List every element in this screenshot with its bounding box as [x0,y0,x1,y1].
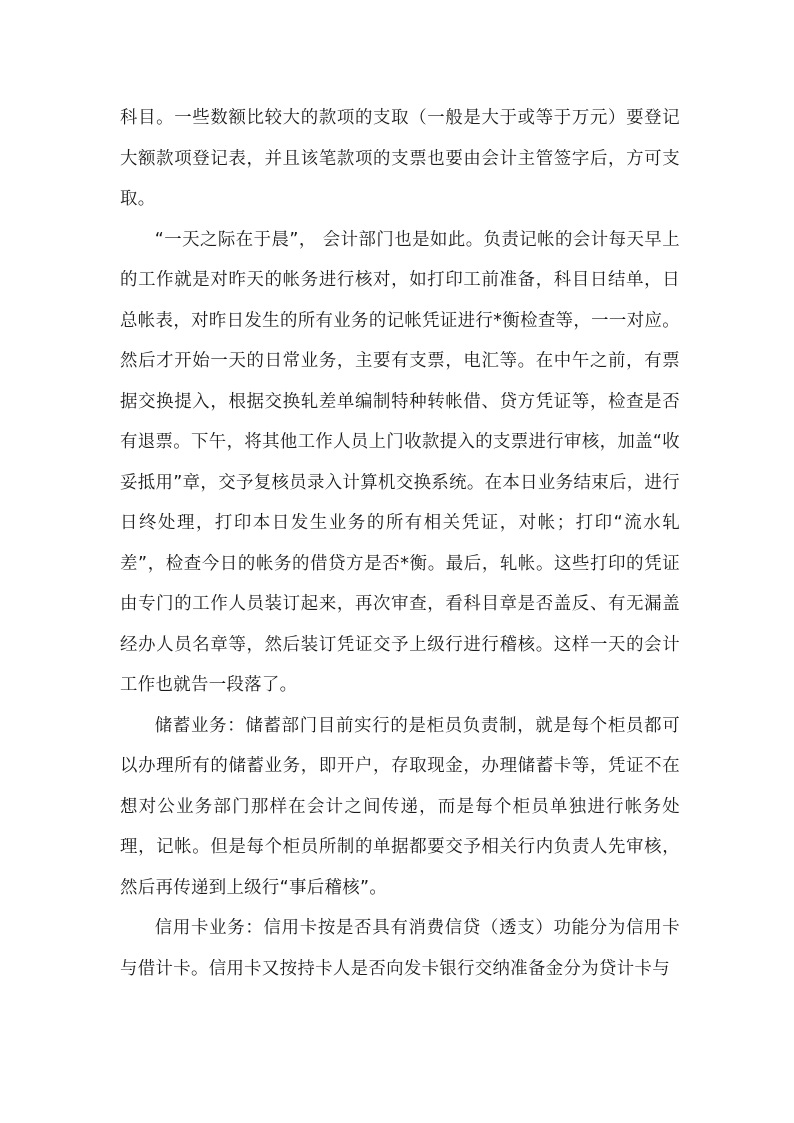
paragraph-accounting-daily-work: “一天之际在于晨”， 会计部门也是如此。负责记帐的会计每天早上的工作就是对昨天的帐务进行核对，如打印工前准备，科目日结单，日总帐表，对昨日发生的所有业务的记帐凭证进行*衡检查等，一一对应。然后才开始一天的日常业务，主要有支票，电汇等。在中午之前，有票据交换提入，根据交换轧差单编制特种转帐借、贷方凭证等，检查是否有退票。下午，将其他工作人员上门收款提入的支票进行审核，加盖“收妥抵用”章，交予复核员录入计算机交换系统。在本日业务结束后，进行日终处理，打印本日发生业务的所有相关凭证，对帐；打印“流水轧差”，检查今日的帐务的借贷方是否*衡。最后，轧帐。这些打印的凭证由专门的工作人员装订起来，再次审查，看科目章是否盖反、有无漏盖经办人员名章等，然后装订凭证交予上级行进行稽核。这样一天的会计工作也就告一段落了。 [120,229,680,695]
paragraph-withdrawal-rules: 科目。一些数额比较大的款项的支取（一般是大于或等于万元）要登记大额款项登记表，并且该笔款项的支票也要由会计主管签字后，方可支取。 [120,108,680,209]
document-body [120,98,680,989]
paragraph-credit-card-business: 信用卡业务：信用卡按是否具有消费信贷（透支）功能分为信用卡与借计卡。信用卡又按持卡人是否向发卡银行交纳准备金分为贷计卡与 [120,918,680,979]
paragraph-savings-business: 储蓄业务：储蓄部门目前实行的是柜员负责制，就是每个柜员都可以办理所有的储蓄业务，即开户，存取现金，办理储蓄卡等，凭证不在想对公业务部门那样在会计之间传递，而是每个柜员单独进行帐务处理，记帐。但是每个柜员所制的单据都要交予相关行内负责人先审核，然后再传递到上级行“事后稽核”。 [120,715,680,898]
